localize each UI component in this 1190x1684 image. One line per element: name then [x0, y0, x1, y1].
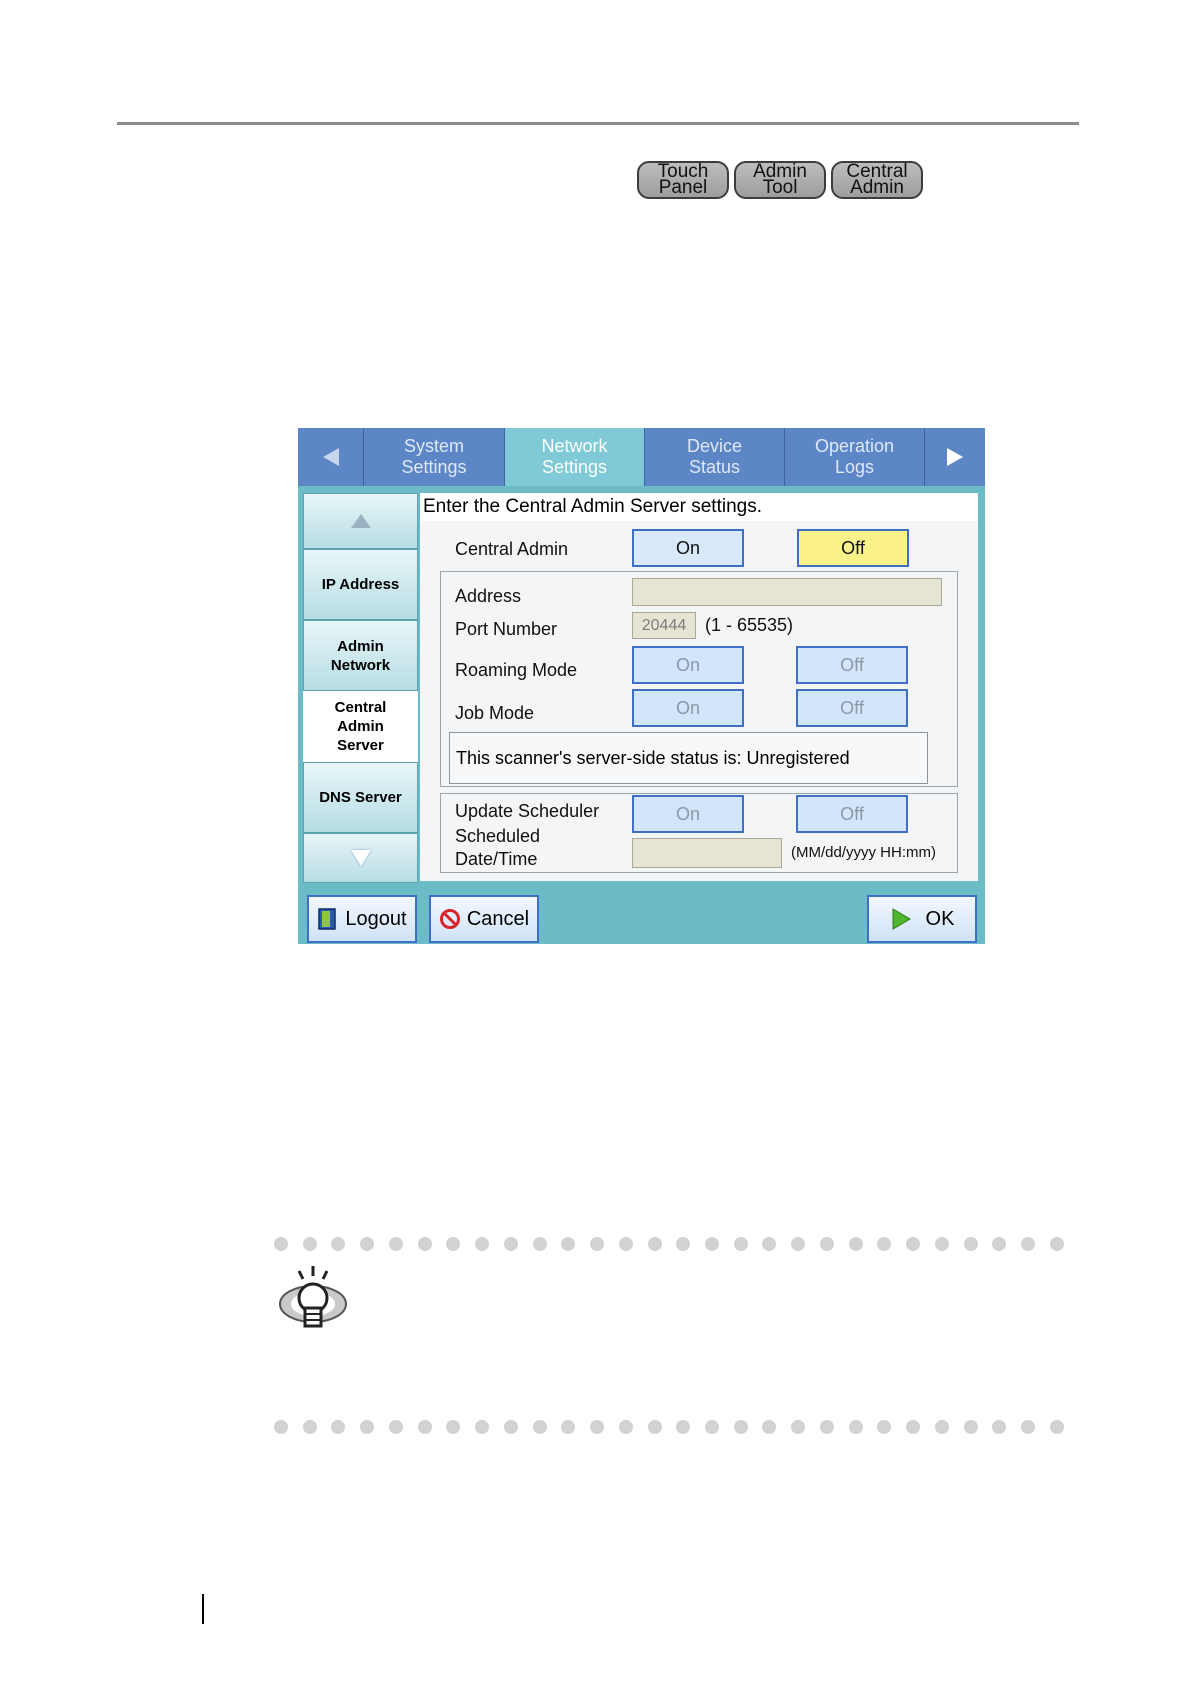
sidebar [303, 493, 418, 883]
tab-system-settings[interactable] [364, 428, 505, 486]
port-number-field: 20444 [632, 612, 696, 639]
tab-label: Operation [814, 436, 895, 456]
sidebar-scroll-down-button[interactable] [303, 833, 418, 883]
sidebar-item-label: Network [330, 656, 391, 674]
ok-play-icon [890, 907, 912, 931]
sidebar-item-ip-address[interactable] [303, 549, 418, 620]
date-time-label: Date/Time [455, 849, 538, 869]
roaming-mode-on-button[interactable]: On [632, 646, 744, 684]
right-arrow-icon [947, 448, 963, 466]
sidebar-item-label: IP Address [321, 576, 400, 593]
server-settings-group [440, 571, 958, 787]
tab-label: Logs [834, 457, 875, 477]
tab-label: Status [688, 457, 741, 477]
badge-line: Tool [762, 177, 798, 198]
settings-content [420, 493, 978, 881]
sidebar-item-label: DNS Server [319, 789, 402, 806]
hint-top-divider [274, 1237, 1064, 1253]
tab-label: Device [686, 436, 743, 456]
header-rule [117, 122, 1079, 125]
tab-label: Settings [541, 457, 608, 477]
central-admin-off-button[interactable]: Off [797, 529, 909, 567]
up-arrow-icon [351, 514, 371, 528]
left-arrow-icon [323, 448, 339, 466]
tab-network-settings[interactable] [505, 428, 645, 486]
badge-line: Panel [658, 177, 708, 198]
badge-line: Admin [753, 161, 807, 182]
sidebar-item-dns-server[interactable] [303, 762, 418, 833]
logout-button[interactable] [307, 895, 417, 943]
sidebar-item-admin-network[interactable] [303, 620, 418, 691]
update-scheduler-off-button[interactable]: Off [796, 795, 908, 833]
hint-bottom-divider [274, 1420, 1064, 1436]
update-scheduler-label: Update Scheduler [455, 801, 600, 821]
logout-label: Logout [345, 907, 407, 930]
logout-door-icon [317, 907, 339, 931]
sidebar-item-label: Admin [337, 637, 384, 655]
update-scheduler-on-button[interactable]: On [632, 795, 744, 833]
scheduled-date-time-field [632, 838, 782, 868]
badge-line: Admin [850, 177, 904, 198]
tab-device-status[interactable] [645, 428, 785, 486]
date-format-hint: (MM/dd/yyyy HH:mm) [791, 844, 936, 861]
sidebar-item-central-admin-server[interactable] [303, 691, 418, 762]
admin-tool-badge [734, 161, 826, 199]
cancel-label: Cancel [466, 907, 530, 930]
address-field [632, 578, 942, 606]
touch-panel-badge [637, 161, 729, 199]
cancel-prohibited-icon [439, 908, 461, 930]
tab-label: System [403, 436, 464, 456]
update-scheduler-group [440, 793, 958, 873]
sidebar-scroll-up-button[interactable] [303, 493, 418, 549]
down-arrow-icon [351, 850, 371, 866]
address-label: Address [455, 586, 522, 606]
tab-bar [298, 428, 985, 486]
server-status-text: This scanner's server-side status is: Unregistered [456, 747, 850, 768]
ok-label: OK [925, 907, 955, 930]
tab-label: Network [541, 436, 608, 456]
lightbulb-hint-icon [275, 1262, 351, 1338]
sidebar-item-label: Central [334, 699, 387, 716]
port-range-text: (1 - 65535) [705, 615, 794, 635]
central-admin-badge [831, 161, 923, 199]
tab-operation-logs[interactable] [785, 428, 925, 486]
server-status-box [449, 732, 928, 784]
tab-scroll-left-button[interactable] [298, 428, 364, 486]
tab-scroll-right-button[interactable] [925, 428, 985, 486]
port-number-label: Port Number [455, 619, 558, 639]
central-admin-label: Central Admin [455, 539, 569, 559]
roaming-mode-off-button[interactable]: Off [796, 646, 908, 684]
tab-label: Settings [401, 457, 467, 477]
badge-line: Touch [657, 161, 709, 182]
cancel-button[interactable] [429, 895, 539, 943]
central-admin-settings-screen [298, 428, 985, 944]
badge-line: Central [846, 161, 908, 182]
scheduled-label: Scheduled [455, 826, 541, 846]
job-mode-off-button[interactable]: Off [796, 689, 908, 727]
page-margin-bar [202, 1594, 204, 1624]
job-mode-label: Job Mode [455, 703, 535, 723]
roaming-mode-label: Roaming Mode [455, 660, 578, 680]
sidebar-item-label: Server [337, 737, 384, 754]
sidebar-item-label: Admin [337, 718, 384, 735]
job-mode-on-button[interactable]: On [632, 689, 744, 727]
central-admin-on-button[interactable]: On [632, 529, 744, 567]
ok-button[interactable] [867, 895, 977, 943]
instruction-text: Enter the Central Admin Server settings. [420, 493, 978, 521]
